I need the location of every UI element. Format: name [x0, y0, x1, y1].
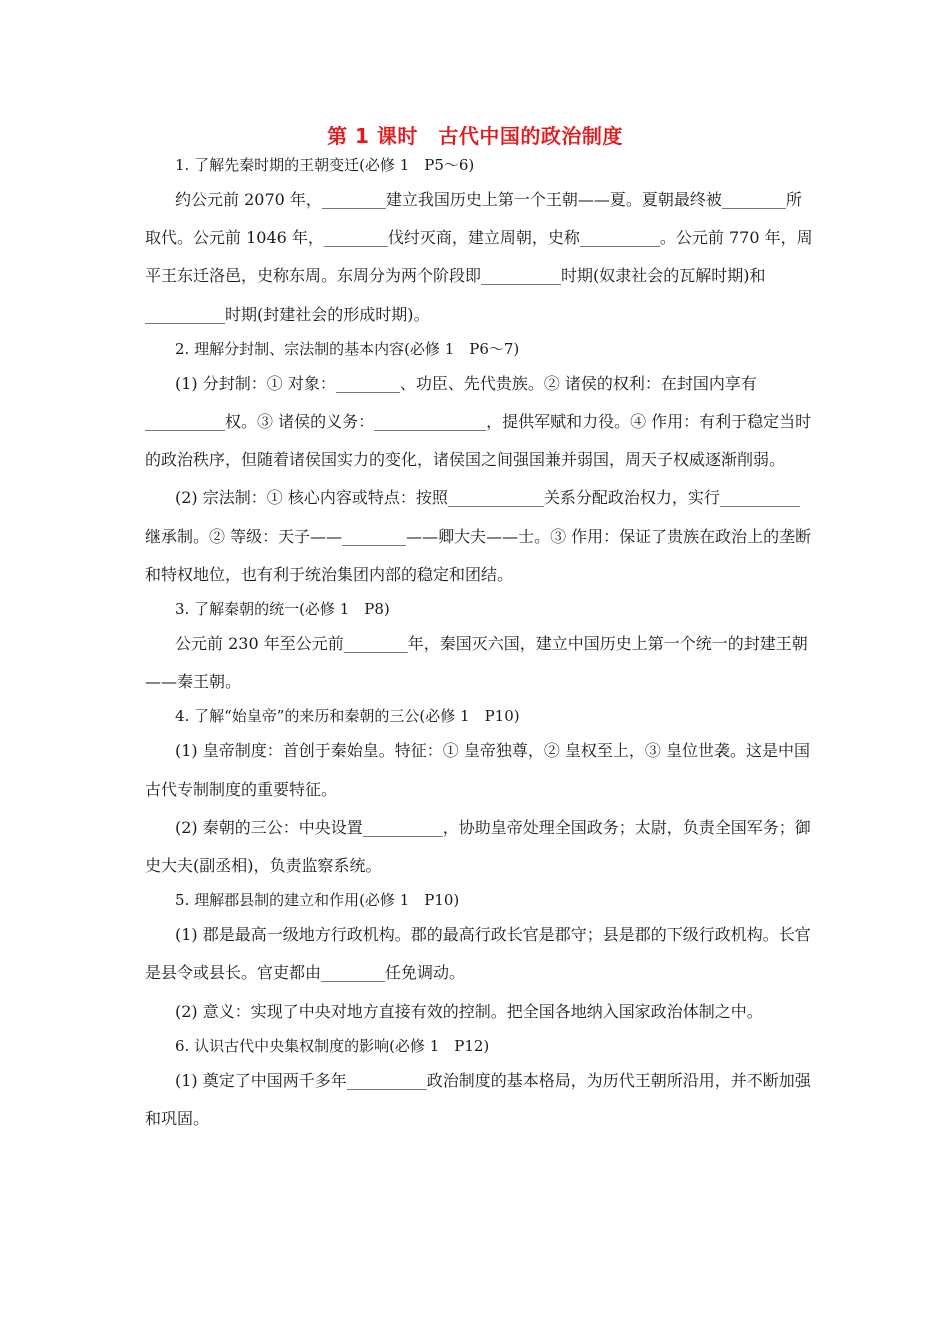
section-2-heading: 2. 理解分封制、宗法制的基本内容(必修 1 P6～7)	[175, 339, 520, 358]
section-2-paragraph-2: (2) 宗法制：① 核心内容或特点：按照____________关系分配政治权力，实行__________继承制。② 等级：天子——________——卿大夫——士。③ 作用：保证了贵族在政治上的垄断和特权地位，也有利于统治集团内部的稳定和团结。	[145, 488, 812, 584]
section-1-paragraph-1: 约公元前 2070 年，________建立我国历史上第一个王朝——夏。夏朝最终被________所取代。公元前 1046 年，________伐纣灭商，建立周朝，史称__________。公元前 770 年，周平王东迁洛邑，史称东周。东周分为两个阶段即__________时期(奴隶社会的瓦解时期)和__________时期(封建社会的形成时期)。	[145, 190, 813, 324]
section-4-heading: 4. 了解“始皇帝”的来历和秦朝的三公(必修 1 P10)	[175, 707, 520, 726]
page-title: 第 1 课时 古代中国的政治制度	[327, 124, 623, 148]
section-5-heading: 5. 理解郡县制的建立和作用(必修 1 P10)	[175, 891, 460, 910]
section-6-paragraph-1: (1) 奠定了中国两千多年__________政治制度的基本格局，为历代王朝所沿用，并不断加强和巩固。	[145, 1070, 811, 1129]
section-3-paragraph-1: 公元前 230 年至公元前________年，秦国灭六国，建立中国历史上第一个统一的封建王朝——秦王朝。	[145, 634, 808, 692]
document-body	[145, 150, 813, 1138]
section-5-paragraph-1: (1) 郡是最高一级地方行政机构。郡的最高行政长官是郡守；县是郡的下级行政机构。长官是县令或县长。官吏都由________任免调动。	[145, 925, 811, 983]
section-3-heading: 3. 了解秦朝的统一(必修 1 P8)	[175, 600, 390, 619]
section-4-paragraph-2: (2) 秦朝的三公：中央设置__________，协助皇帝处理全国政务；太尉，负责全国军务；御史大夫(副丞相)，负责监察系统。	[145, 817, 811, 876]
section-4-paragraph-1: (1) 皇帝制度：首创于秦始皇。特征：① 皇帝独尊，② 皇权至上，③ 皇位世袭。这是中国古代专制制度的重要特征。	[145, 741, 811, 799]
section-1-heading: 1. 了解先秦时期的王朝变迁(必修 1 P5～6)	[175, 156, 475, 174]
section-5-paragraph-2: (2) 意义：实现了中央对地方直接有效的控制。把全国各地纳入国家政治体制之中。	[175, 1001, 763, 1021]
section-6-heading: 6. 认识古代中央集权制度的影响(必修 1 P12)	[175, 1036, 490, 1055]
section-2-paragraph-1: (1) 分封制：① 对象：________、功臣、先代贵族。② 诸侯的权利：在封国内享有__________权。③ 诸侯的义务：______________，提供军赋和力役。④ 作用：有利于稳定当时的政治秩序，但随着诸侯国实力的变化，诸侯国之间强国兼并弱国，周天子权威逐渐削弱。	[145, 373, 812, 470]
